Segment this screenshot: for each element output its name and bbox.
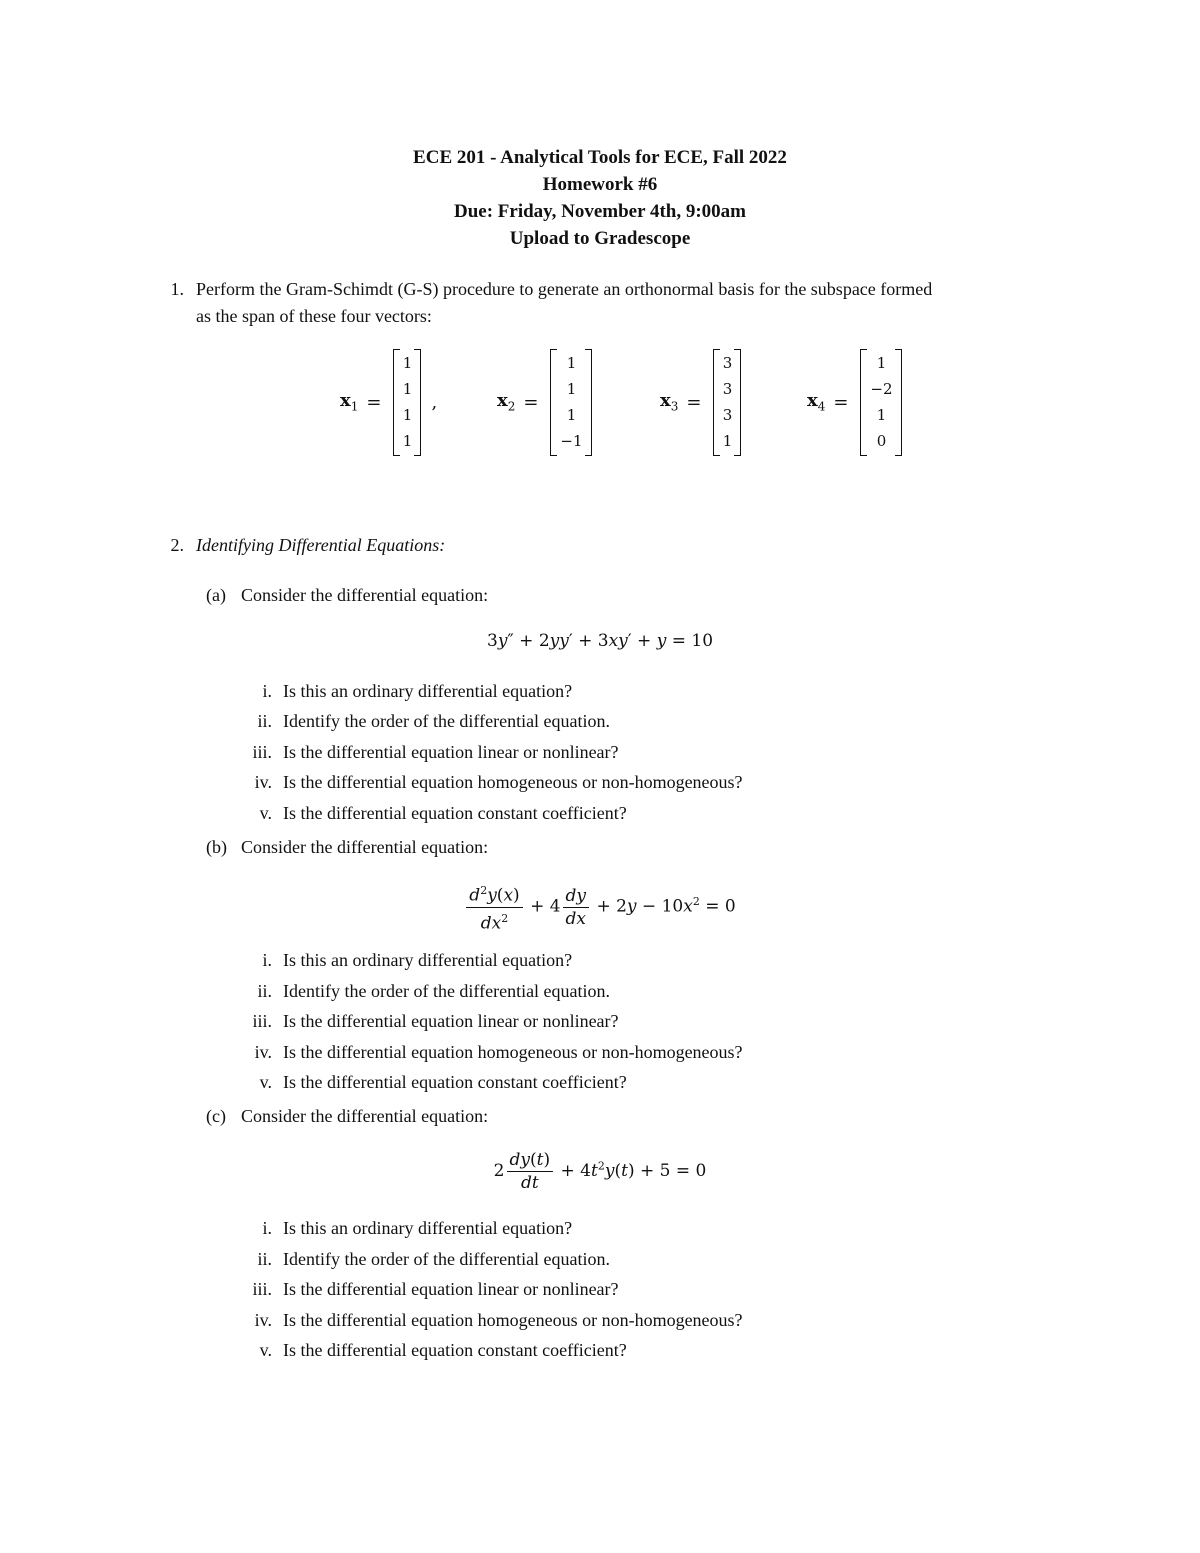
question-label: v.: [259, 1072, 272, 1092]
vector-entry: 3: [722, 406, 733, 424]
question-label: i.: [262, 681, 272, 701]
vector-x3: $x_3$ = 3 3 3 1: [660, 349, 741, 455]
problem-1-text-line1: Perform the Gram-Schimdt (G-S) procedure to generate an orthonormal basis for the subspace formed: [196, 279, 933, 299]
question-label: iii.: [252, 742, 272, 762]
vector-entry: 1: [876, 354, 887, 372]
question-text: Is the differential equation linear or nonlinear?: [283, 742, 619, 762]
vector-x2: $x_2$ = 1 1 1 −1: [497, 349, 592, 455]
question-text: Is the differential equation linear or nonlinear?: [283, 1011, 619, 1031]
vector-x1: $x_1$ = 1 1 1 1 ,: [340, 349, 449, 455]
question-label: v.: [259, 1340, 272, 1360]
question-label: iii.: [252, 1279, 272, 1299]
vector-entry: 1: [722, 432, 733, 450]
equation-b: $\frac{d^2y(x)}{dx^2}$ + 4 $\frac{dy}{dx}$ + $2y - 10x^2 = 0$: [0, 880, 1200, 934]
question-label: iii.: [252, 1011, 272, 1031]
vector-entry: 1: [566, 380, 577, 398]
question-text: Identify the order of the differential equation.: [283, 711, 611, 731]
part-c-label: (c): [206, 1106, 226, 1126]
due-date: Due: Friday, November 4th, 9:00am: [453, 201, 746, 222]
vector-entry: 0: [876, 432, 887, 450]
question-label: ii.: [257, 711, 272, 731]
question-label: ii.: [257, 981, 272, 1001]
problem-1-number: 1.: [170, 279, 184, 299]
question-text: Identify the order of the differential equation.: [283, 1249, 611, 1269]
question-text: Is the differential equation constant coefficient?: [283, 803, 627, 823]
question-label: v.: [259, 803, 272, 823]
part-b-label: (b): [206, 837, 227, 857]
vector-entry: 1: [566, 406, 577, 424]
vector-entry: 3: [722, 354, 733, 372]
vector-entry: −1: [560, 432, 583, 450]
homework-number: Homework #6: [542, 174, 658, 195]
vector-entry: 1: [402, 432, 413, 450]
equation-a: 3y″ + 2yy′ + 3xy′ + y = 10: [486, 631, 714, 651]
course-title: ECE 201 - Analytical Tools for ECE, Fall 2022: [413, 147, 787, 168]
question-label: i.: [262, 1218, 272, 1238]
vector-entry: 1: [876, 406, 887, 424]
question-text: Is this an ordinary differential equation?: [283, 1218, 573, 1238]
question-text: Is the differential equation constant coefficient?: [283, 1340, 627, 1360]
question-text: Is the differential equation homogeneous or non-homogeneous?: [283, 772, 743, 792]
part-c-intro: Consider the differential equation:: [241, 1106, 489, 1126]
vector-entry: −2: [870, 380, 893, 398]
vector-entry: 1: [402, 406, 413, 424]
vector-entry: 1: [402, 380, 413, 398]
vector-entry: 1: [402, 354, 413, 372]
vector-entry: 3: [722, 380, 733, 398]
problem-1-text-line2: as the span of these four vectors:: [196, 306, 432, 326]
equation-c: 2 $\frac{dy(t)}{dt}$ + $4t^2y(t) + 5 = 0$: [493, 1150, 707, 1193]
question-label: iv.: [254, 1042, 272, 1062]
upload-instruction: Upload to Gradescope: [509, 228, 691, 249]
question-text: Is the differential equation constant coefficient?: [283, 1072, 627, 1092]
vector-x4: $x_4$ = 1 −2 1 0: [807, 349, 902, 455]
question-text: Is the differential equation linear or nonlinear?: [283, 1279, 619, 1299]
problem-2-number: 2.: [170, 535, 184, 555]
question-label: ii.: [257, 1249, 272, 1269]
question-label: iv.: [254, 772, 272, 792]
problem-2-title: Identifying Differential Equations:: [196, 535, 446, 555]
part-a-intro: Consider the differential equation:: [241, 585, 489, 605]
question-text: Identify the order of the differential equation.: [283, 981, 611, 1001]
question-text: Is this an ordinary differential equation?: [283, 681, 573, 701]
question-text: Is the differential equation homogeneous or non-homogeneous?: [283, 1310, 743, 1330]
question-label: i.: [262, 950, 272, 970]
question-text: Is the differential equation homogeneous or non-homogeneous?: [283, 1042, 743, 1062]
question-label: iv.: [254, 1310, 272, 1330]
part-a-label: (a): [206, 585, 226, 605]
part-b-intro: Consider the differential equation:: [241, 837, 489, 857]
vector-entry: 1: [566, 354, 577, 372]
question-text: Is this an ordinary differential equation?: [283, 950, 573, 970]
